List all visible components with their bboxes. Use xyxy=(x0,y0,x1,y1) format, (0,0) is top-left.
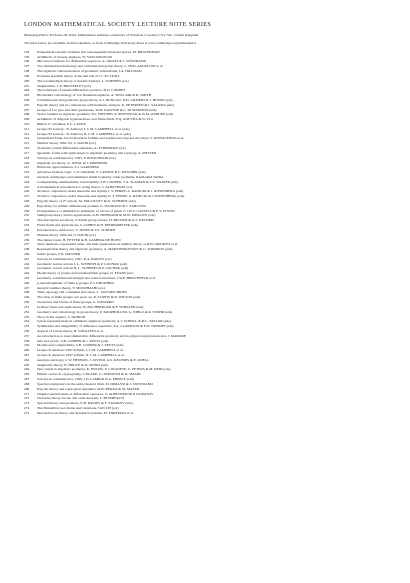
volume-number: 259 xyxy=(24,343,30,348)
volume-number: 212 xyxy=(24,131,30,136)
volume-number: 265 xyxy=(24,372,30,377)
volume-title: Symmetries and integrability of difference equations, P.A. CLARKSON & F.W. NIJHOFF (eds) xyxy=(37,324,174,329)
volume-number: 233 xyxy=(24,223,30,228)
volume-title: Ergodic theory and topological dynamics, M.B. BEKKA & M. MAYER xyxy=(37,386,140,391)
volume-number: 208 xyxy=(24,112,30,117)
volume-title: Harmonic approximation, S.J. GARDINER xyxy=(37,165,99,170)
volume-number: 264 xyxy=(24,367,30,372)
volume-title: The algebraic characterization of geometric 4-manifolds, J.A. HILLMAN xyxy=(37,69,142,74)
volume-number: 209 xyxy=(24,117,30,122)
volume-number: 229 xyxy=(24,203,30,208)
volume-title: Generalised Euler-Jacobi inversion formula and asymptotics beyond all orders, V. KOWALENKO et al. xyxy=(37,136,185,141)
volume-title: The Mandelbrot set, theme and variations, TAN LEI (ed.) xyxy=(37,405,119,410)
volume-number: 257 xyxy=(24,333,30,338)
volume-title: p-Automorphisms of finite p-groups, E.I. KHUKHRO xyxy=(37,280,115,285)
volume-number: 261 xyxy=(24,353,30,357)
volume-title: Finite fields and applications, S. COHEN & H. NIEDERREITER (eds) xyxy=(37,223,139,228)
volume-title: The James forest, H. FETTER & B. GAMBOA DE BUEN xyxy=(37,237,121,242)
volume-title: Character theory for the odd order theorem, T. PETERFALVI xyxy=(37,396,125,401)
volume-number: 255 xyxy=(24,324,30,329)
volume-title: Groups 93 Galway / St Andrews II, C.M. CAMPBELL et al. (eds) xyxy=(37,131,131,136)
volume-title: Model theory of groups and automorphism groups, D. EVANS (ed.) xyxy=(37,271,134,276)
volume-title: Number theory 1993–94, S. DAVID (ed.) xyxy=(37,232,96,237)
volume-number: 258 xyxy=(24,338,30,343)
volume-number: 260 xyxy=(24,348,30,353)
volume-number: 228 xyxy=(24,199,30,203)
volume-number: 267 xyxy=(24,377,30,382)
volume-title: Advances in linear logic, J.-Y. GIRARD, Y. LAFONT & L. REGNIER (eds) xyxy=(37,170,146,175)
volume-number: 269 xyxy=(24,386,30,391)
availability-note: The titles below are available from booksellers, or from Cambridge University Press at www.cambridge.org/mathematics xyxy=(24,41,197,46)
volume-title: The atlas of finite groups: ten years on, R. CURTIS & R. WILSON (eds) xyxy=(37,295,141,300)
volume-title: Aspects of Galois theory, H. VÖLKLEIN et al. xyxy=(37,328,104,333)
volume-number: 226 xyxy=(24,189,30,194)
volume-number: 207 xyxy=(24,107,30,112)
volume-title: New trends in algebraic geometry, K. HULEK, F. CATANESE, C. PETERS & M. REID (eds) xyxy=(37,367,171,372)
volume-title: Singularities, J.-P. BRASSELET (ed.) xyxy=(37,83,91,88)
volume-number: 205 xyxy=(24,102,30,107)
volume-number: 199 xyxy=(24,73,30,78)
volume-title: Singular perturbations of differential operators, S. ALBEVERIO & P. KURASOV xyxy=(37,391,154,396)
volume-title: Surveys in combinatorics, 1999, J.D. LAMB & D.A. PREECE (eds) xyxy=(37,377,135,382)
volume-title: Analytic semigroups and semilinear initial boundary value problems, KAZUAKI TAIRA xyxy=(37,174,164,179)
volume-number: 249 xyxy=(24,295,30,300)
volume-title: The technique of pseudodifferential operators, H.O. CORDES xyxy=(37,88,126,93)
volume-title: Spectral theory and geometry, E.B. DAVIES & Y. SAFAROV (eds) xyxy=(37,401,133,406)
volume-number: 262 xyxy=(24,357,30,362)
volume-number: 216 xyxy=(24,146,30,151)
volume-title: Analysis and logic, C.W. HENSON, J. IOVINO, A.S. KECHRIS & E. ODELL xyxy=(37,357,150,362)
volume-number: 256 xyxy=(24,328,30,333)
volume-title: Representation theory and algebraic geometry, A. MARTSINKOVSKY & G. TODOROV (eds) xyxy=(37,247,173,252)
volume-title: Tame topology and o-minimal structures, L. VAN DEN DRIES xyxy=(37,290,127,295)
volume-number: 210 xyxy=(24,122,30,126)
volume-title: Spectral asymptotics in the semi-classical limit, M. DIMASSI & J. SJÖSTRAND xyxy=(37,381,153,386)
volume-title: Geometry and cohomology in group theory, P. KROPHOLLER, G. NIBLO & R. STÖHR (eds) xyxy=(37,309,173,314)
volume-number: 198 xyxy=(24,69,30,74)
volume-title: Surveys in combinatorics, 1995, P. ROWLINSON (ed.) xyxy=(37,155,116,160)
volume-number: 271 xyxy=(24,391,30,396)
volume-title: The q-Schur algebra, S. DONKIN xyxy=(37,314,86,319)
volume-number: 194 xyxy=(24,49,30,54)
volume-number: 254 xyxy=(24,319,30,324)
volume-number: 275 xyxy=(24,410,30,415)
volume-title: Hochschild cohomology of von Neumann algebras, A. SINCLAIR & R. SMITH xyxy=(37,93,152,98)
volume-number: 218 xyxy=(24,155,30,160)
volume-number: 251 xyxy=(24,304,30,309)
volume-title: Sieve methods, exponential sums, and their applications in number theory, G.R.H. GREAVES et al. xyxy=(37,242,179,247)
volume-title: Novikov conjectures, index theorems and rigidity II, S. FERRY, A. RANICKI & J. ROSENBERG (eds) xyxy=(37,194,185,199)
list-item xyxy=(24,411,386,416)
volume-number: 253 xyxy=(24,314,30,319)
volume-title: Galois representations in arithmetic algebraic geometry, A.J. SCHOLL & R.L. TAYLOR (eds) xyxy=(37,319,171,324)
volume-number: 211 xyxy=(24,126,30,131)
volume-title: Characters and blocks of finite groups, G. NAVARRO xyxy=(37,300,114,305)
volume-title: Microlocal analysis for differential operators, A. GRIGIS & J. SJÖSTRAND xyxy=(37,59,147,64)
volume-number: 195 xyxy=(24,54,30,59)
volume-title: Number theory 1992–93, S. DAVID (ed.) xyxy=(37,141,96,146)
volume-number: 215 xyxy=(24,141,30,146)
volume-title: Analytic number theory, Y. MOTOHASHI (ed.) xyxy=(37,285,105,290)
volume-number: 263 xyxy=(24,362,30,367)
volume-title: Semigroup theory and its applications, K.H. HOFMANN & M.W. MISLOVE (eds) xyxy=(37,213,156,218)
volume-number: 248 xyxy=(24,290,30,295)
volume-number: 196 xyxy=(24,59,30,64)
volume-number: 222 xyxy=(24,170,30,175)
volume-title: An introduction to noncommutative differential geometry and its physical applications 2ed, J. MADORE xyxy=(37,333,187,338)
volume-number: 236 xyxy=(24,237,30,242)
volume-number: 272 xyxy=(24,396,30,401)
volume-title: Elliptic curves in cryptography, I. BLAKE, G. SEROUSSI & N. SMART xyxy=(37,372,142,377)
volume-title: Stochastic partial differential equations, A. ETHERIDGE (ed.) xyxy=(37,146,126,151)
volume-number: 235 xyxy=(24,232,30,237)
volume-number: 243 xyxy=(24,266,30,271)
volume-number: 268 xyxy=(24,381,30,386)
volume-number: 197 xyxy=(24,64,30,69)
volume-title: Geometric Galois actions I, L. SCHNEPS & P. LOCHAK (eds) xyxy=(37,261,128,266)
volume-number: 203 xyxy=(24,93,30,98)
volume-number: 237 xyxy=(24,242,30,247)
volume-title: Vector bundles in algebraic geometry, N.J. HITCHIN, P. NEWSTEAD & W.M. OXBURY (eds) xyxy=(37,112,174,117)
volume-title: Introduction to subfactors, V. JONES & V.S. SUNDER xyxy=(37,227,116,232)
volume-number: 242 xyxy=(24,261,30,266)
volume-number: 245 xyxy=(24,276,30,280)
volume-number: 227 xyxy=(24,194,30,199)
volume-title: Groups St Andrews 1997 in Bath, I, C.M. CAMPBELL et al. xyxy=(37,348,124,353)
volume-title: Arithmetic of diagonal hypersurfaces over finite fields, F.Q. GOUVÊA & N. YUI xyxy=(37,117,153,122)
volume-number: 231 xyxy=(24,213,30,218)
title-list xyxy=(24,50,386,416)
volume-title: Models and computability, S.B. COOPER & J. TRUSS (eds) xyxy=(37,343,124,348)
volume-title: Computability, enumerability, unsolvability, S.B. COOPER, T.A. SLAMAN & S.S. WAINER (eds) xyxy=(37,179,178,184)
volume-number: 217 xyxy=(24,150,30,155)
volume-number: 252 xyxy=(24,309,30,314)
volume-number: 273 xyxy=(24,401,30,406)
volume-title: A mathematical introduction to string theory, S. ALBEVERIO et al. xyxy=(37,184,134,189)
volume-title: Two-dimensional homotopy and combinatorial group theory, C. HOG-ANGELONI et al. xyxy=(37,64,164,69)
volume-number: 204 xyxy=(24,97,30,102)
volume-number: 232 xyxy=(24,218,30,223)
volume-title: Algebraic set theory, A. JOYAL & I. MOERDIJK xyxy=(37,160,108,165)
volume-title: Geometry, combinatorial designs and related structures, J.W.P. HIRSCHFELD et al. xyxy=(37,276,157,280)
volume-title: Novikov conjectures, index theorems and rigidity I, S. FERRY, A. RANICKI & J. ROSENBERG (eds) xyxy=(37,189,184,194)
volume-number: 224 xyxy=(24,179,30,184)
volume-title: Groups of Lie type and their geometries, W.M. KANTOR & L. DI MARTINO (eds) xyxy=(37,107,157,112)
volume-number: 202 xyxy=(24,88,30,93)
volume-title: Hilbert C*-modules, E.C. LANCE xyxy=(37,122,87,126)
volume-number: 246 xyxy=(24,280,30,285)
volume-number: 201 xyxy=(24,83,30,88)
volume-title: Geometric Galois actions II, L. SCHNEPS & P. LOCHAK (eds) xyxy=(37,266,129,271)
volume-number: 200 xyxy=(24,78,30,83)
volume-title: Ergodic theory of Zᵈ actions, M. POLLICOTT & K. SCHMIDT (eds) xyxy=(37,199,136,203)
volume-number: 234 xyxy=(24,227,30,232)
volume-title: Arithmetic of blowup algebras, W. VASCONCELOS xyxy=(37,54,113,59)
volume-title: Gröbner bases and applications, B. BUCHBERGER & F. WINKLER (eds) xyxy=(37,304,144,309)
volume-number: 241 xyxy=(24,256,30,261)
volume-title: Quadratic forms with applications to algebraic geometry and topology, A. PFISTER xyxy=(37,150,157,155)
volume-title: Singularity theory, B. BRUCE & D. MOND (eds) xyxy=(37,362,108,367)
volume-number: 223 xyxy=(24,174,30,179)
volume-title: The descriptive set theory of Polish group actions, H. BECKER & A.S. KECHRIS xyxy=(37,218,155,223)
volume-number: 247 xyxy=(24,285,30,290)
managing-editor-line: Managing Editor: Professor M. Reid, Mathematics Institute, University of Warwick, Coventry CV4 7AL, United Kingdom xyxy=(24,33,199,37)
volume-number: 238 xyxy=(24,247,30,252)
volume-title: Ergodicity for infinite dimensional systems, G. DA PRATO & J. ZABCZYK xyxy=(37,203,146,208)
volume-title: Invariant potential theory in the unit ball of Cⁿ, M. STOLL xyxy=(37,73,121,78)
volume-title: Groups St Andrews 1997 in Bath, II, C.M. CAMPBELL et al. xyxy=(37,353,125,357)
volume-number: 240 xyxy=(24,251,30,256)
volume-number: 274 xyxy=(24,405,30,410)
volume-title: Groups 93 Galway / St Andrews I, C.M. CAMPBELL et al. (eds) xyxy=(37,126,130,131)
volume-title: Descriptive set theory and dynamical systems, M. FOREMAN et al. xyxy=(37,410,134,415)
volume-number: 225 xyxy=(24,184,30,189)
volume-title: Prolegomena to a middlebrow arithmetic of curves of genus 2, J.W.S. CASSELS & E.V. FLYNN xyxy=(37,208,175,213)
volume-title: Ergodic theory and its connections with harmonic analysis, K. PETERSEN & I. SALAMA (eds) xyxy=(37,102,174,107)
volume-title: Combinatorial and geometric group theory, A.J. DUNCAN, N.D. GILBERT & J. HOWIE (eds) xyxy=(37,97,173,102)
volume-number: 250 xyxy=(24,300,30,305)
volume-title: Stable groups, F.O. WAGNER xyxy=(37,251,81,256)
volume-title: Surveys in combinatorics, 1997, R.A. BAILEY (ed.) xyxy=(37,256,112,261)
series-title: LONDON MATHEMATICAL SOCIETY LECTURE NOTE SERIES xyxy=(24,22,212,28)
volume-number: 230 xyxy=(24,208,30,213)
volume-number: 220 xyxy=(24,160,30,165)
volume-number: 221 xyxy=(24,165,30,170)
volume-title: Independent random variables and rearrangement invariant spaces, M. BRAVERMAN xyxy=(37,49,160,54)
volume-number: 214 xyxy=(24,136,30,141)
volume-number: 244 xyxy=(24,271,30,276)
volume-title: The Grothendieck theory of dessins d'enfant, L. SCHNEPS (ed.) xyxy=(37,78,129,83)
volume-title: Sets and proofs, S.B. COOPER & J. TRUSS (eds) xyxy=(37,338,109,343)
